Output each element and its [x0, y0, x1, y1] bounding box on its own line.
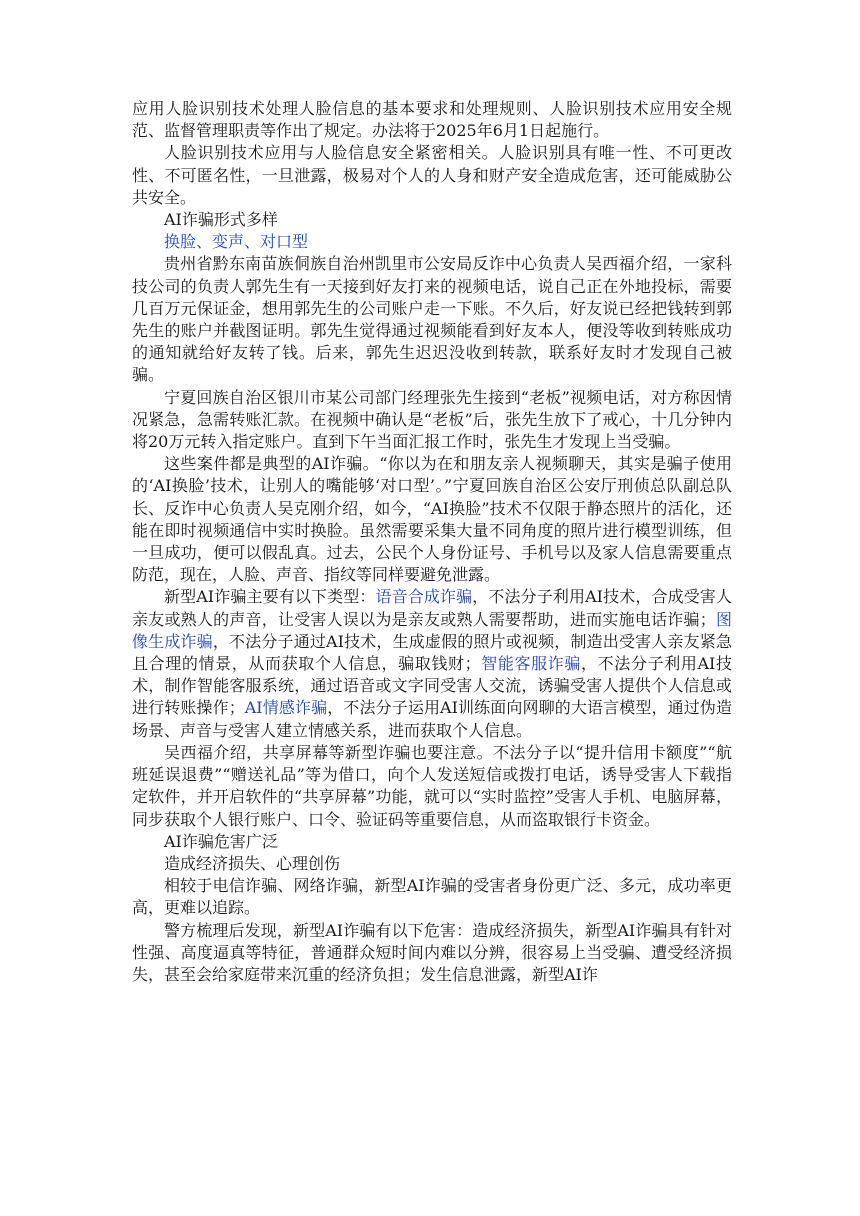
paragraph-p1: [132, 142, 732, 209]
paragraph-p7: [132, 875, 732, 919]
document-body: [132, 98, 732, 986]
highlighted-text: AI情感诈骗: [244, 698, 328, 718]
paragraph-text: AI诈骗危害广泛: [164, 831, 278, 851]
highlighted-text: 智能客服诈骗: [480, 654, 582, 674]
paragraph-text: 人脸识别技术应用与人脸信息安全紧密相关。人脸识别具有唯一性、不可更改性、不可匿名性，一旦泄露，极易对个人的人身和财产安全造成危害，还可能威胁公共安全。: [132, 143, 732, 207]
paragraph-text: 宁夏回族自治区银川市某公司部门经理张先生接到“老板”视频电话，对方称因情况紧急，急需转账汇款。在视频中确认是“老板”后，张先生放下了戒心，十几分钟内将20万元转入指定账户。直到下午当面汇报工作时，张先生才发现上当受骗。: [132, 387, 732, 452]
paragraph-p8: [132, 920, 732, 987]
highlighted-text: 语音合成诈骗: [375, 587, 473, 607]
paragraph-text: 应用人脸识别技术处理人脸信息的基本要求和处理规则、人脸识别技术应用安全规范、监督管理职责等作出了规定。办法将于2025年6月1日起施行。: [132, 99, 732, 141]
paragraph-text: 这些案件都是典型的AI诈骗。“你以为在和朋友亲人视频聊天，其实是骗子使用的‘AI换脸’技术，让别人的嘴能够‘对口型’。”宁夏回族自治区公安厅刑侦总队副总队长、反诈中心负责人吴克刚介绍，如今，“AI换脸”技术不仅限于静态照片的活化，还能在即时视频通信中实时换脸。虽然需要采集大量不同角度的照片进行模型训练，但一旦成功，便可以假乱真。过去，公民个人身份证号、手机号以及家人信息需要重点防范，现在，人脸、声音、指纹等同样要避免泄露。: [132, 454, 732, 585]
paragraph-text: ，不法分子通过AI技术，生成虚假的照片或视频，制造出受害人亲友紧急且合理的情景，从而获取个人信息，骗取钱财；: [132, 631, 732, 674]
paragraph-text: ，不法分子利用AI技术，制作智能客服系统，通过语音或文字同受害人交流，诱骗受害人提供个人信息或进行转账操作；: [132, 654, 732, 718]
paragraph-h4: [132, 853, 732, 875]
paragraph-p6: [132, 742, 732, 831]
paragraph-text: AI诈骗形式多样: [164, 210, 278, 230]
paragraph-text: 新型AI诈骗主要有以下类型：: [164, 587, 376, 607]
paragraph-text: 警方梳理后发现，新型AI诈骗有以下危害：造成经济损失，新型AI诈骗具有针对性强、高度逼真等特征，普通群众短时间内难以分辨，很容易上当受骗、遭受经济损失，甚至会给家庭带来沉重的经济负担；发生信息泄露，新型AI诈: [132, 920, 732, 984]
paragraph-text: ，不法分子运用AI训练面向网聊的大语言模型，通过伪造场景、声音与受害人建立情感关系，进而获取个人信息。: [132, 698, 732, 740]
paragraph-text: 造成经济损失、心理创伤: [164, 853, 341, 873]
paragraph-p3: [132, 387, 732, 454]
highlighted-text: 换脸、变声、对口型: [164, 232, 309, 252]
paragraph-p4: [132, 453, 732, 586]
paragraph-p2: [132, 253, 732, 386]
paragraph-h1: [132, 209, 732, 231]
paragraph-h3: [132, 831, 732, 853]
highlighted-text: 图像生成诈骗: [132, 609, 732, 651]
paragraph-p5: [132, 586, 732, 741]
paragraph-text: 吴西福介绍，共享屏幕等新型诈骗也要注意。不法分子以“提升信用卡额度”“航班延误退费”“赠送礼品”等为借口，向个人发送短信或拨打电话，诱导受害人下载指定软件，并开启软件的“共享屏幕”功能，就可以“实时监控”受害人手机、电脑屏幕，同步获取个人银行账户、口令、验证码等重要信息，从而盗取银行卡资金。: [132, 742, 732, 829]
paragraph-text: 贵州省黔东南苗族侗族自治州凯里市公安局反诈中心负责人吴西福介绍，一家科技公司的负责人郭先生有一天接到好友打来的视频电话，说自己正在外地投标，需要几百万元保证金，想用郭先生的公司账户走一下账。不久后，好友说已经把钱转到郭先生的账户并截图证明。郭先生觉得通过视频能看到好友本人，便没等收到转账成功的通知就给好友转了钱。后来，郭先生迟迟没收到转款，联系好友时才发现自己被骗。: [132, 254, 732, 385]
paragraph-p0: [132, 98, 732, 142]
paragraph-text: ，不法分子利用AI技术，合成受害人亲友或熟人的声音，让受害人误以为是亲友或熟人需要帮助，进而实施电话诈骗；: [132, 587, 732, 629]
paragraph-text: 相较于电信诈骗、网络诈骗，新型AI诈骗的受害者身份更广泛、多元，成功率更高，更难以追踪。: [132, 876, 732, 918]
paragraph-h2: [132, 231, 732, 253]
